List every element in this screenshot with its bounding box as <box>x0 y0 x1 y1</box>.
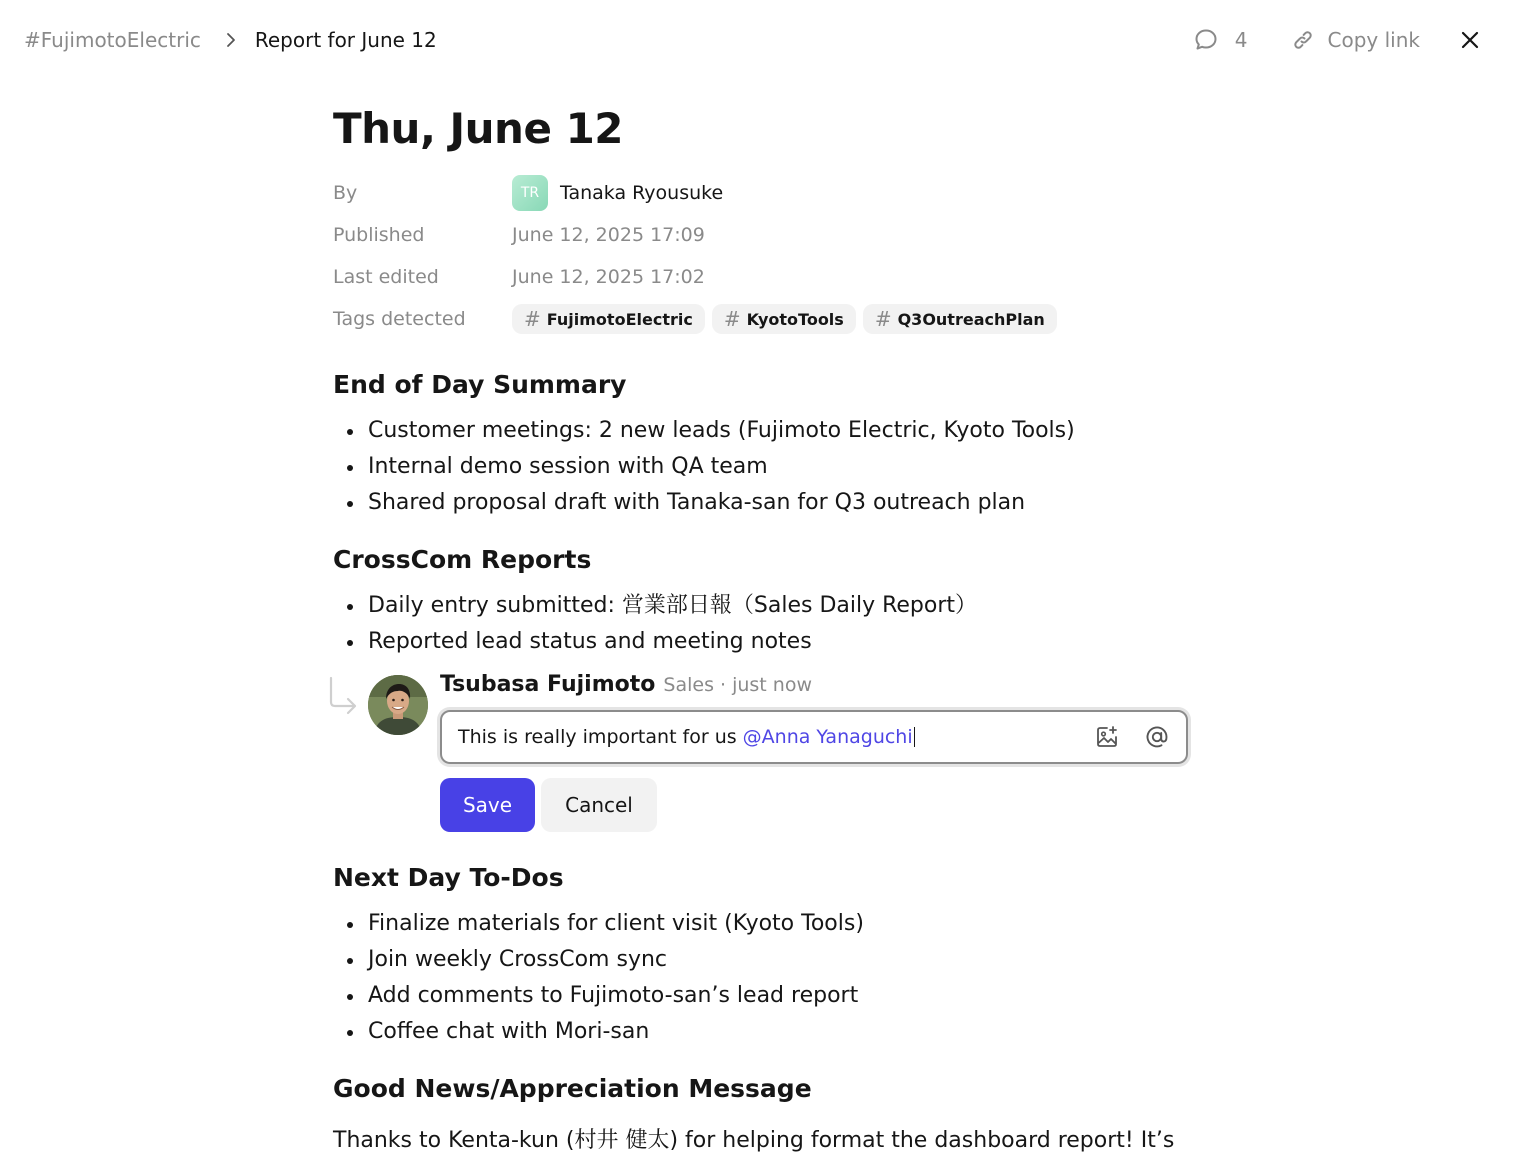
summary-list <box>333 413 1193 521</box>
tag-list <box>512 304 1064 334</box>
comment-input[interactable] <box>440 710 1188 764</box>
section-title-summary: End of Day Summary <box>333 370 627 399</box>
meta-edited-label: Last edited <box>333 266 439 288</box>
section-title-crosscom: CrossCom Reports <box>333 545 592 574</box>
topbar-actions <box>1193 27 1496 53</box>
list-item: Join weekly CrossCom sync <box>333 942 1193 978</box>
reply-arrow-icon <box>329 676 359 724</box>
comment-meta: Sales · just now <box>663 674 812 696</box>
text-caret <box>914 727 916 747</box>
hash-icon: # <box>524 307 541 331</box>
list-item: Daily entry submitted: 営業部日報（Sales Daily Report） <box>333 588 1193 624</box>
list-item: Shared proposal draft with Tanaka-san for Q3 outreach plan <box>333 485 1193 521</box>
list-item: Add comments to Fujimoto-san’s lead report <box>333 978 1193 1014</box>
meta-published-label: Published <box>333 224 425 246</box>
report-content <box>333 100 1193 1159</box>
mention-chip[interactable]: @Anna Yanaguchi <box>742 726 913 748</box>
author[interactable] <box>512 175 723 211</box>
crosscom-list <box>333 588 1193 660</box>
edited-date: June 12, 2025 17:02 <box>512 266 705 288</box>
meta-by-label: By <box>333 182 358 204</box>
comment-draft-text: This is really important for us <box>458 726 737 748</box>
goodnews-text: Thanks to Kenta-kun (村井 健太) for helping format the dashboard report! It’s <box>333 1128 1175 1153</box>
breadcrumb-parent-channel[interactable]: #FujimotoElectric <box>24 28 201 52</box>
tag-label: Q3OutreachPlan <box>897 309 1045 329</box>
tag-chip[interactable] <box>512 304 705 334</box>
page-title: Thu, June 12 <box>333 104 624 153</box>
avatar <box>368 675 428 735</box>
comment-header <box>440 672 812 697</box>
tag-chip[interactable] <box>712 304 856 334</box>
meta-edited-row <box>333 256 1193 298</box>
copy-link-button[interactable] <box>1290 27 1420 53</box>
tag-label: FujimotoElectric <box>546 309 693 329</box>
section-title-goodnews: Good News/Appreciation Message <box>333 1074 812 1103</box>
author-name: Tanaka Ryousuke <box>560 182 724 204</box>
save-button[interactable]: Save <box>440 778 535 832</box>
comment-editor <box>333 672 1193 837</box>
tag-label: KyotoTools <box>746 309 844 329</box>
meta-published-row <box>333 214 1193 256</box>
todos-list <box>333 906 1193 1050</box>
list-item: Internal demo session with QA team <box>333 449 1193 485</box>
list-item: Coffee chat with Mori-san <box>333 1014 1193 1050</box>
comment-bubble-icon <box>1193 27 1219 53</box>
list-item: Customer meetings: 2 new leads (Fujimoto Electric, Kyoto Tools) <box>333 413 1193 449</box>
close-button[interactable] <box>1460 30 1480 50</box>
cancel-button[interactable]: Cancel <box>541 778 657 832</box>
image-add-icon[interactable] <box>1094 724 1120 750</box>
comments-button[interactable] <box>1193 27 1248 53</box>
comment-actions <box>440 778 657 832</box>
list-item: Reported lead status and meeting notes <box>333 624 1193 660</box>
input-toolbar <box>1070 724 1170 750</box>
report-meta <box>333 172 1193 340</box>
top-bar <box>0 0 1520 80</box>
published-date: June 12, 2025 17:09 <box>512 224 705 246</box>
copy-link-label: Copy link <box>1327 28 1420 52</box>
at-sign-icon[interactable] <box>1144 724 1170 750</box>
avatar: TR <box>512 175 548 211</box>
close-icon <box>1460 30 1480 50</box>
hash-icon: # <box>723 307 741 331</box>
comment-author-name: Tsubasa Fujimoto <box>440 672 656 697</box>
list-item: Finalize materials for client visit (Kyoto Tools) <box>333 906 1193 942</box>
meta-author-row <box>333 172 1193 214</box>
breadcrumb-current: Report for June 12 <box>254 28 437 52</box>
tag-chip[interactable] <box>863 304 1057 334</box>
link-icon <box>1290 27 1316 53</box>
hash-icon: # <box>874 307 892 331</box>
section-title-todos: Next Day To-Dos <box>333 863 564 892</box>
meta-tags-row <box>333 298 1193 340</box>
meta-tags-label: Tags detected <box>333 308 466 330</box>
chevron-right-icon <box>223 32 239 48</box>
comment-count: 4 <box>1234 28 1248 52</box>
